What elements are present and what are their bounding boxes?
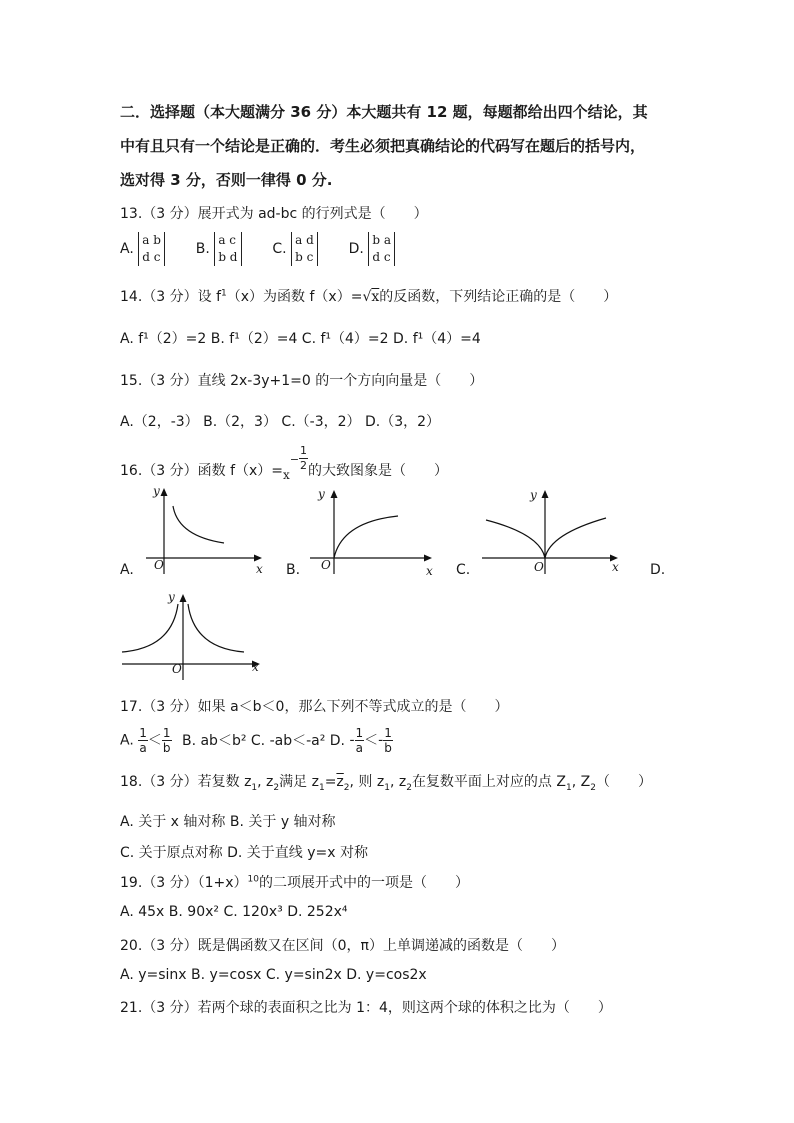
question-16-stem: 16.（3 分）函数 f（x）=x− $\frac{1}{2}$ 的大致图象是（ ） xyxy=(120,444,449,482)
determinant-c: a d b c xyxy=(291,232,318,266)
graph-c-label[interactable]: C. xyxy=(456,562,471,578)
determinant-d: b a d c xyxy=(368,232,395,266)
graph-a-label[interactable]: A. xyxy=(120,562,134,578)
q13-option-a[interactable]: A. a b d c xyxy=(120,241,165,257)
question-17-options: A. $\frac{1}{a}$ ＜ $\frac{1}{b}$ B. ab＜b² C. -ab＜-a² D. - $\frac{1}{a}$ ＜- $\frac{1}{b}$ xyxy=(120,726,392,755)
question-14-options: A. f¹（2）=2 B. f¹（2）=4 C. f¹（4）=2 D. f¹（4）=4 xyxy=(120,331,481,347)
section-heading-line1: 二．选择题（本大题满分 36 分）本大题共有 12 题，每题都给出四个结论，其 xyxy=(120,103,648,121)
graph-d xyxy=(120,590,266,682)
q13-option-b[interactable]: B. a c b d xyxy=(196,241,242,257)
question-14-stem: 14.（3 分）设 $f^1(x)$为函数 f（x）=√x的反函数，下列结论正确的是（ ） xyxy=(120,288,618,305)
graph-c xyxy=(482,486,622,578)
graph-b-origin: O xyxy=(321,558,331,572)
question-17-stem: 17.（3 分）如果 a＜b＜0，那么下列不等式成立的是（ ） xyxy=(120,699,509,715)
graph-d-origin: O xyxy=(172,662,182,676)
question-18-stem: 18.（3 分）若复数 $z_1$, $z_2$满足 $z_1=\overline{z}_2$, 则 $z_1$, $z_2$在复数平面上对应的点 $Z_1$, $Z_2$（ ） xyxy=(120,774,652,793)
question-18-options-cd: C. 关于原点对称 D. 关于直线 y=x 对称 xyxy=(120,845,369,861)
graph-c-x-label: x xyxy=(612,560,619,574)
graph-a-origin: O xyxy=(154,558,164,572)
question-21-stem: 21.（3 分）若两个球的表面积之比为 1：4，则这两个球的体积之比为（ ） xyxy=(120,1000,612,1016)
question-15-options: A.（2，-3） B.（2，3） C.（-3，2） D.（3，2） xyxy=(120,414,441,430)
question-19-options: A. 45x B. 90x² C. 120x³ D. 252x⁴ xyxy=(120,904,348,920)
question-13-options xyxy=(120,232,395,266)
question-13-stem: 13.（3 分）展开式为 ad-bc 的行列式是（ ） xyxy=(120,206,428,222)
question-20-options: A. y=sinx B. y=cosx C. y=sin2x D. y=cos2x xyxy=(120,967,427,983)
graph-b-label[interactable]: B. xyxy=(286,562,301,578)
graph-a xyxy=(146,486,266,578)
graph-d-label[interactable]: D. xyxy=(650,562,666,578)
question-19-stem: 19.（3 分）$(1+x)^{10}$的二项展开式中的一项是（ ） xyxy=(120,874,469,891)
graph-a-y-label: y xyxy=(153,484,160,498)
graph-d-y-label: y xyxy=(168,590,175,604)
section-heading-line2: 中有且只有一个结论是正确的．考生必须把真确结论的代码写在题后的括号内， xyxy=(120,137,646,155)
graph-c-y-label: y xyxy=(530,488,537,502)
q13-option-c[interactable]: C. a d b c xyxy=(272,241,317,257)
graph-d-x-label: x xyxy=(252,660,259,674)
graph-c-origin: O xyxy=(534,560,544,574)
question-15-stem: 15.（3 分）直线 2x-3y+1=0 的一个方向向量是（ ） xyxy=(120,373,484,389)
section-heading-line3: 选对得 3 分，否则一律得 0 分. xyxy=(120,171,333,189)
sqrt-symbol: √x xyxy=(362,289,380,305)
graph-b-y-label: y xyxy=(318,487,325,501)
determinant-b: a c b d xyxy=(214,232,241,266)
question-18-options-ab: A. 关于 x 轴对称 B. 关于 y 轴对称 xyxy=(120,814,336,830)
graph-b-x-label: x xyxy=(426,564,433,578)
q13-option-d[interactable]: D. b a d c xyxy=(349,241,395,257)
graph-a-x-label: x xyxy=(256,562,263,576)
determinant-a: a b d c xyxy=(138,232,165,266)
question-20-stem: 20.（3 分）既是偶函数又在区间（0，π）上单调递减的函数是（ ） xyxy=(120,938,565,954)
